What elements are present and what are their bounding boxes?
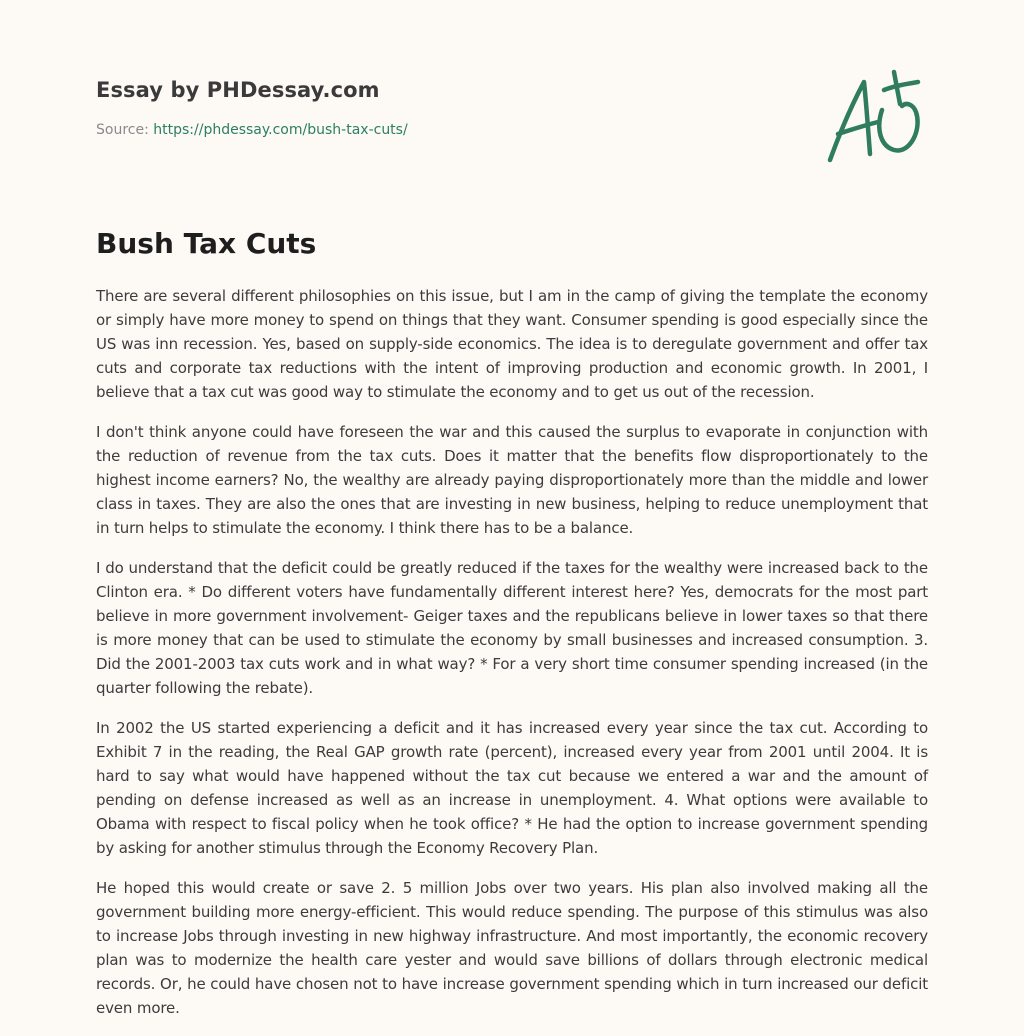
source-line (96, 120, 928, 140)
essay-title: Bush Tax Cuts (96, 227, 317, 260)
essay-body (96, 284, 928, 1036)
a-plus-grade-icon (820, 66, 930, 166)
site-title: Essay by PHDessay.com (96, 78, 380, 102)
source-label: Source: (96, 122, 149, 138)
essay-paragraph: I don't think anyone could have foreseen the war and this caused the surplus to evaporate in conjunction with the reduction of revenue from the tax cuts. Does it matter that the benefits flow disproportionately to the highest income earners? No, the wealthy are already paying disproportionately more than the middle and lower class in taxes. They are also the ones that are investing in new business, helping to reduce unemployment that in turn helps to stimulate the economy. I think there has to be a balance. (96, 423, 928, 537)
page-header (96, 76, 928, 140)
essay-paragraph: There are several different philosophies on this issue, but I am in the camp of giving the template the economy or simply have more money to spend on things that they want. Consumer spending is good especially since the US was inn recession. Yes, based on supply-side economics. The idea is to deregulate government and offer tax cuts and corporate tax reductions with the intent of improving production and economic growth. In 2001, I believe that a tax cut was good way to stimulate the economy and to get us out of the recession. (96, 287, 928, 401)
source-link[interactable]: https://phdessay.com/bush-tax-cuts/ (153, 122, 408, 138)
essay-paragraph: I do understand that the deficit could be greatly reduced if the taxes for the wealthy were increased back to the Clinton era. * Do different voters have fundamentally different interest here? Yes, democrats for the most part believe in more government involvement- Geiger taxes and the republicans believe in lower taxes so that there is more money that can be used to stimulate the economy by small businesses and increased consumption. 3. Did the 2001-2003 tax cuts work and in what way? * For a very short time consumer spending increased (in the quarter following the rebate). (96, 559, 928, 697)
essay-paragraph: He hoped this would create or save 2. 5 million Jobs over two years. His plan also involved making all the government building more energy-efficient. This would reduce spending. The purpose of this stimulus was also to increase Jobs through investing in new highway infrastructure. And most importantly, the economic recovery plan was to modernize the health care yester and would save billions of dollars through electronic medical records. Or, he could have chosen not to have increase government spending which in turn increased our deficit even more. (96, 879, 928, 1017)
essay-paragraph: In 2002 the US started experiencing a deficit and it has increased every year since the tax cut. According to Exhibit 7 in the reading, the Real GAP growth rate (percent), increased every year from 2001 until 2004. It is hard to say what would have happened without the tax cut because we entered a war and the amount of pending on defense increased as well as an increase in unemployment. 4. What options were available to Obama with respect to fiscal policy when he took office? * He had the option to increase government spending by asking for another stimulus through the Economy Recovery Plan. (96, 719, 928, 857)
